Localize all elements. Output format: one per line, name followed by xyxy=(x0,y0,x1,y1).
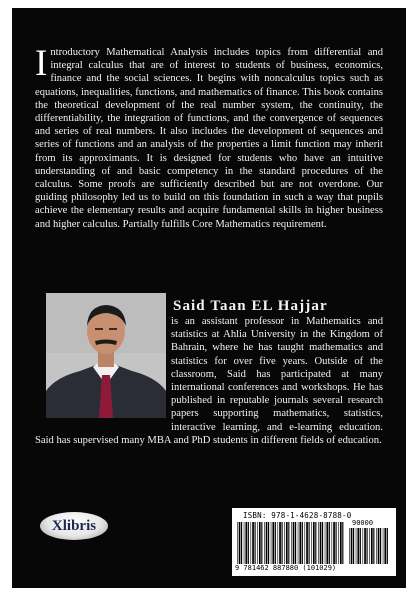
isbn-barcode xyxy=(232,508,396,576)
back-cover xyxy=(12,8,406,588)
publisher-logo xyxy=(40,512,108,540)
description-text: ntroductory Mathematical Analysis includes topics from differential and integral calculus that are of interest to students of business, economics, finance and the social sciences. It begins with noncalculus topics such as equations, inequalities, functions, and mathematics of finance. This book contains the theoretical development of the real number system, the continuity, the differentiability, the integration of functions, and the convergence of sequences and series of real numbers. It also includes the development of sequences and series of functions and an analysis of the properties a limit function may inherit from its approximants. It is designed for students who have an intuitive understanding of and basic competency in the standard procedures of the calculus. Some proofs are sufficiently described but are not overdone. Our guiding philosophy led us to build on this foundation in such a way that pupils achieve the elementary results and acquire fundamental skills in higher business and higher calculus. Partially fulfills Core Mathematics requirement. xyxy=(35,47,383,230)
isbn-label: ISBN: 978-1-4628-8788-0 xyxy=(243,511,352,520)
author-name: Said Taan EL Hajjar xyxy=(173,298,328,314)
price-code: 90000 xyxy=(352,519,374,527)
barcode-digits: 9 781462 887880 (101029) xyxy=(235,564,337,572)
book-description xyxy=(35,43,383,231)
publisher-logo-text: Xlibris xyxy=(51,518,97,534)
author-bio xyxy=(35,315,383,447)
drop-cap: I xyxy=(35,43,48,84)
author-bio-text: is an assistant professor in Mathematics and statistics at Ahlia University in the Kingdom of Bahrain, where he has taught mathematics and statistics for over five years. Outside of the classroom, Said has participated at many international conferences and workshops. He has published in reputable journals several research papers supporting mathematics, statistics, interactive learning, and e-learning education. Said has supervised many MBA and PhD students in different fields of education. xyxy=(35,316,383,446)
barcode-addon-bars-icon xyxy=(348,528,390,564)
barcode-bars-icon xyxy=(236,522,344,564)
